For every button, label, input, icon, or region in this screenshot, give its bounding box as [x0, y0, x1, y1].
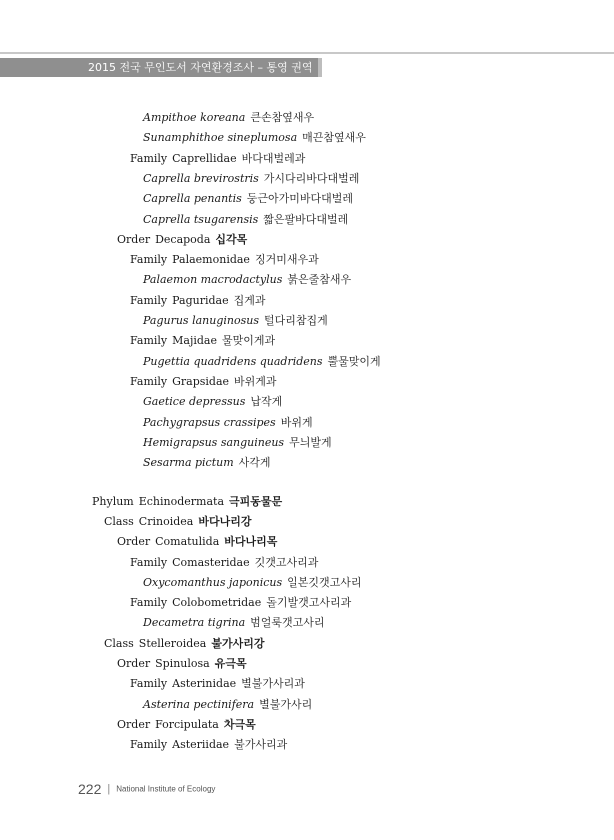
korean-name: 범얼룩갯고사리 — [250, 616, 325, 630]
rank-label: Family — [130, 374, 168, 388]
family-entry — [130, 151, 305, 167]
latin-name: Oxycomanthus japonicus — [143, 575, 283, 589]
korean-name: 불가사리과 — [234, 738, 288, 752]
latin-name: Sesarma pictum — [143, 456, 234, 470]
family-entry — [130, 252, 319, 268]
korean-name: 별불가사리 — [259, 697, 313, 711]
species-entry — [143, 110, 314, 126]
latin-name: Palaemonidae — [172, 253, 250, 267]
species-entry — [143, 212, 348, 228]
latin-name: Hemigrapsus sanguineus — [143, 435, 285, 449]
latin-name: Asterinidae — [172, 677, 237, 691]
korean-name: 극피동물문 — [229, 494, 283, 508]
order-entry — [117, 232, 247, 248]
rank-label: Family — [130, 253, 168, 267]
korean-name: 큰손참옆새우 — [250, 111, 315, 124]
latin-name: Ampithoe koreana — [143, 111, 246, 124]
rank-label: Phylum — [92, 494, 134, 508]
rank-label: Class — [104, 514, 134, 528]
family-entry — [130, 595, 351, 611]
order-entry — [117, 534, 277, 550]
latin-name: Gaetice depressus — [143, 395, 246, 409]
latin-name: Comasteridae — [172, 555, 250, 569]
species-entry — [143, 130, 366, 146]
korean-name: 차극목 — [223, 717, 256, 731]
latin-name: Caprellidae — [172, 151, 237, 165]
latin-name: Crinoidea — [138, 514, 194, 528]
latin-name: Decapoda — [155, 232, 211, 246]
latin-name: Sunamphithoe sineplumosa — [143, 131, 298, 145]
korean-name: 뿔물맞이게 — [327, 354, 381, 368]
rank-label: Order — [117, 717, 151, 731]
latin-name: Colobometridae — [172, 596, 262, 610]
korean-name: 유극목 — [214, 657, 247, 671]
species-entry — [143, 272, 351, 288]
species-entry — [143, 697, 312, 713]
latin-name: Decametra tigrina — [143, 616, 246, 630]
latin-name: Spinulosa — [155, 657, 210, 671]
footer-separator: | — [107, 782, 111, 795]
family-entry — [130, 555, 318, 571]
species-entry — [143, 354, 381, 370]
korean-name: 가시다리바다대벌레 — [263, 171, 360, 185]
footer-publisher: National Institute of Ecology — [116, 784, 216, 794]
korean-name: 물맞이게과 — [221, 334, 276, 348]
order-entry — [117, 717, 256, 733]
latin-name: Palaemon macrodactylus — [143, 273, 283, 287]
latin-name: Caprella brevirostris — [143, 171, 259, 185]
page-footer — [78, 780, 215, 798]
latin-name: Caprella tsugarensis — [143, 212, 259, 226]
latin-name: Stelleroidea — [138, 636, 207, 650]
korean-name: 매끈참옆새우 — [302, 131, 366, 145]
species-entry — [143, 191, 353, 207]
latin-name: Comatulida — [155, 535, 220, 549]
rank-label: Family — [130, 555, 168, 569]
korean-name: 털다리참집게 — [263, 314, 328, 327]
species-entry — [143, 171, 359, 187]
korean-name: 짧은팔바다대벌레 — [263, 212, 349, 226]
rank-label: Family — [130, 293, 168, 307]
korean-name: 바다대벌레과 — [241, 151, 306, 165]
species-entry — [143, 455, 271, 471]
korean-name: 바다나리목 — [224, 535, 278, 549]
latin-name: Pachygrapsus crassipes — [143, 415, 276, 429]
rank-label: Class — [104, 636, 134, 650]
korean-name: 납작게 — [250, 395, 283, 409]
phylum-entry — [92, 494, 282, 510]
latin-name: Caprella penantis — [143, 192, 242, 206]
latin-name: Majidae — [172, 334, 217, 348]
korean-name: 깃갯고사리과 — [254, 555, 319, 569]
species-entry — [143, 394, 282, 410]
running-header-title: 2015 전국 무인도서 자연환경조사 – 통영 권역 — [88, 61, 313, 74]
rank-label: Order — [117, 232, 151, 246]
family-entry — [130, 374, 277, 390]
korean-name: 집게과 — [233, 293, 266, 307]
korean-name: 징거미새우과 — [254, 253, 319, 267]
latin-name: Pagurus lanuginosus — [143, 314, 259, 327]
korean-name: 바다나리강 — [198, 514, 252, 528]
rank-label: Family — [130, 151, 168, 165]
korean-name: 일본깃갯고사리 — [287, 575, 362, 589]
family-entry — [130, 676, 305, 692]
family-entry — [130, 737, 287, 753]
class-entry — [104, 636, 264, 652]
korean-name: 불가사리강 — [211, 636, 265, 650]
rank-label: Order — [117, 657, 151, 671]
korean-name: 사각게 — [238, 456, 271, 470]
rank-label: Family — [130, 677, 168, 691]
korean-name: 바위게과 — [234, 374, 277, 388]
korean-name: 바위게 — [280, 415, 313, 429]
order-entry — [117, 656, 247, 672]
family-entry — [130, 333, 275, 349]
species-entry — [143, 435, 332, 451]
latin-name: Paguridae — [172, 293, 229, 307]
latin-name: Forcipulata — [155, 717, 219, 731]
latin-name: Asterina pectinifera — [143, 697, 255, 711]
korean-name: 별불가사리과 — [241, 677, 305, 691]
korean-name: 십각목 — [215, 232, 248, 246]
species-entry — [143, 575, 362, 591]
korean-name: 돌기발갯고사리과 — [266, 596, 352, 610]
species-entry — [143, 313, 328, 329]
page-number: 222 — [78, 780, 102, 797]
rank-label: Family — [130, 596, 168, 610]
species-entry — [143, 615, 325, 631]
family-entry — [130, 293, 266, 309]
rank-label: Order — [117, 535, 151, 549]
rank-label: Family — [130, 738, 168, 752]
korean-name: 둥근아가미바다대벌레 — [246, 192, 354, 206]
rank-label: Family — [130, 334, 168, 348]
korean-name: 붉은줄참새우 — [287, 273, 352, 287]
species-entry — [143, 415, 313, 431]
latin-name: Pugettia quadridens quadridens — [143, 354, 323, 368]
class-entry — [104, 514, 251, 530]
latin-name: Echinodermata — [138, 494, 225, 508]
latin-name: Grapsidae — [172, 374, 230, 388]
korean-name: 무늬발게 — [289, 435, 332, 449]
latin-name: Asteriidae — [172, 738, 230, 752]
